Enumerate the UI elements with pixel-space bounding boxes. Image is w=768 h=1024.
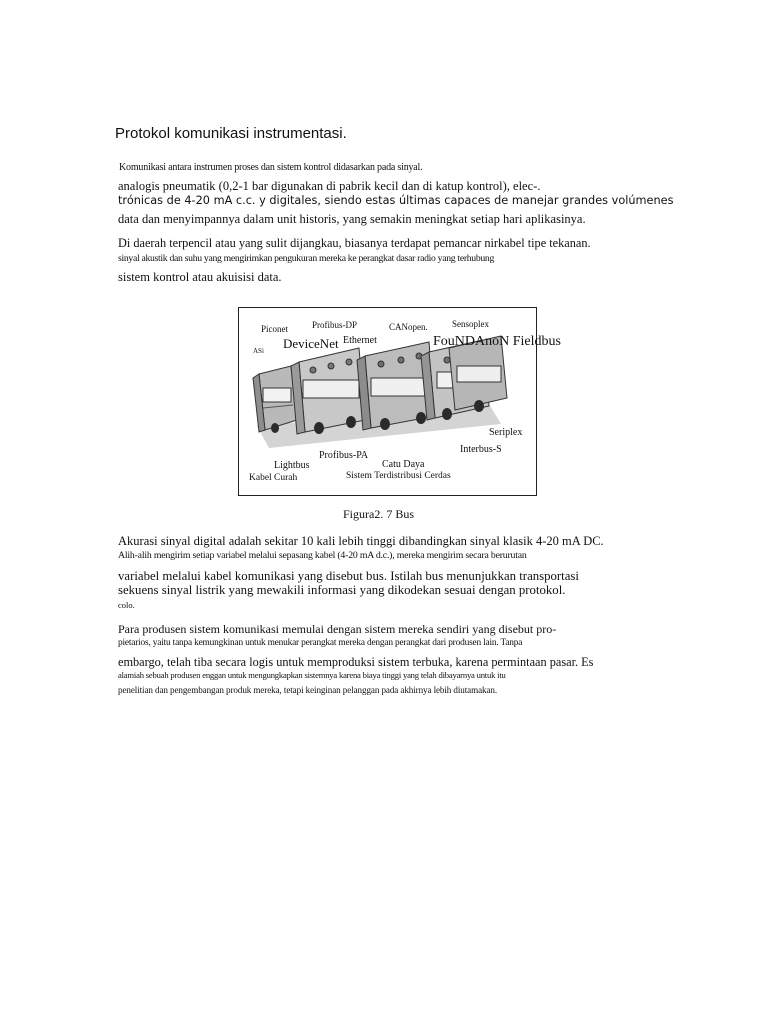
paragraph-1-line-4: data dan menyimpannya dalam unit historis, yang semakin meningkat setiap hari aplikasinya. (118, 212, 586, 226)
paragraph-4-line-1: Para produsen sistem komunikasi memulai dengan sistem mereka sendiri yang disebut pro- (118, 622, 557, 636)
paragraph-4-line-5: penelitian dan pengembangan produk mereka, tetapi keinginan pelanggan pada akhirnya lebih diutamakan. (118, 685, 498, 695)
paragraph-2-line-3: sistem kontrol atau akuisisi data. (118, 270, 282, 284)
paragraph-3-line-1: Akurasi sinyal digital adalah sekitar 10 kali lebih tinggi dibandingkan sinyal klasik 4-20 mA DC. (118, 534, 604, 548)
paragraph-3-line-4: sekuens sinyal listrik yang mewakili informasi yang dikodekan sesuai dengan protokol. (118, 583, 566, 597)
label-catu-daya: Catu Daya (382, 459, 425, 470)
bus-figure (238, 307, 561, 496)
label-ethernet: Ethernet (343, 335, 377, 346)
paragraph-3-line-3: variabel melalui kabel komunikasi yang disebut bus. Istilah bus menunjukkan transportasi (118, 569, 579, 583)
label-profibus-pa: Profibus-PA (319, 450, 369, 461)
paragraph-2-line-1: Di daerah terpencil atau yang sulit dijangkau, biasanya terdapat pemancar nirkabel tipe tekanan. (118, 236, 591, 250)
label-asi: ASi (253, 347, 264, 355)
paragraph-3-line-2: Alih-alih mengirim setiap variabel melalui sepasang kabel (4-20 mA d.c.), mereka mengirim secara berurutan (118, 550, 527, 561)
bus-1 (253, 366, 297, 432)
page-title: Protokol komunikasi instrumentasi. (115, 125, 347, 142)
label-foundation-fieldbus: FouNDAnoN Fieldbus (433, 334, 561, 349)
figure-caption: Figura2. 7 Bus (343, 507, 415, 521)
label-sistem-terdistribusi: Sistem Terdistribusi Cerdas (346, 471, 451, 481)
label-piconet: Piconet (261, 324, 288, 334)
label-sensoplex: Sensoplex (452, 319, 489, 329)
label-kabel-curah: Kabel Curah (249, 473, 298, 483)
paragraph-1-line-2: analogis pneumatik (0,2-1 bar digunakan di pabrik kecil dan di katup kontrol), elec-. (118, 179, 541, 193)
label-profibus-dp: Profibus-DP (312, 320, 358, 330)
paragraph-1-line-3: trónicas de 4-20 mA c.c. y digitales, siendo estas últimas capaces de manejar grandes volúmenes (118, 194, 674, 207)
paragraph-3-line-5: colo. (118, 600, 135, 610)
label-seriplex: Seriplex (489, 427, 523, 438)
label-canopen: CANopen. (389, 322, 428, 332)
paragraph-1-line-1: Komunikasi antara instrumen proses dan sistem kontrol didasarkan pada sinyal. (119, 162, 423, 173)
label-interbus: Interbus-S (460, 444, 502, 455)
label-devicenet: DeviceNet (283, 336, 339, 351)
label-lightbus: Lightbus (274, 460, 310, 471)
paragraph-2-line-2: sinyal akustik dan suhu yang mengirimkan pengukuran mereka ke perangkat dasar radio yang terhubung (118, 253, 495, 264)
paragraph-4-line-4: alamiah sebuah produsen enggan untuk mengungkapkan sistemnya karena biaya tinggi yang telah dibayarnya untuk itu (118, 670, 506, 680)
paragraph-4-line-3: embargo, telah tiba secara logis untuk memproduksi sistem terbuka, karena permintaan pasar. Es (118, 655, 594, 669)
paragraph-4-line-2: pietarios, yaitu tanpa kemungkinan untuk menukar perangkat mereka dengan perangkat dari produsen lain. Tanpa (118, 638, 523, 648)
